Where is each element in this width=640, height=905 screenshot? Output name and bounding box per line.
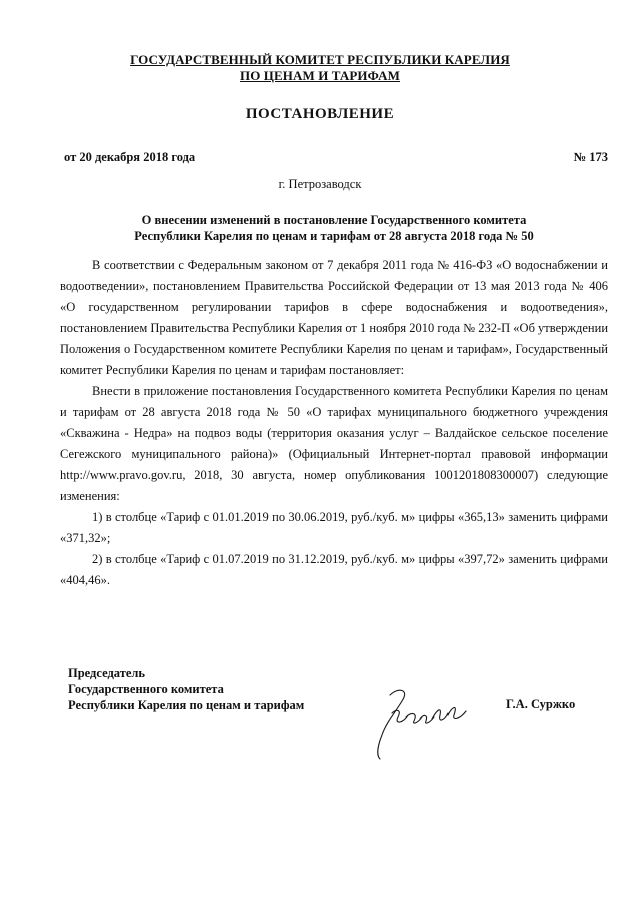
document-number: № 173 [573,150,608,164]
signatory-title-line2: Государственного комитета [68,682,224,696]
signatory-title [68,665,304,713]
document-type-title: ПОСТАНОВЛЕНИЕ [245,106,395,122]
signatory-title-line3: Республики Карелия по ценам и тарифам [68,698,305,712]
handwritten-signature [368,683,488,763]
paragraph-change-2: 2) в столбце «Тариф с 01.07.2019 по 31.12.2019, руб./куб. м» цифры «397,72» заменить цифрами «404,46». [60,552,608,587]
document-body [60,255,608,591]
organization-name-line2: ПО ЦЕНАМ И ТАРИФАМ [240,68,400,83]
organization-header [0,52,640,84]
subject-line2: Республики Карелия по ценам и тарифам от 28 августа 2018 года № 50 [134,229,534,243]
organization-name-line1: ГОСУДАРСТВЕННЫЙ КОМИТЕТ РЕСПУБЛИКИ КАРЕЛИЯ [130,52,510,67]
document-subject [60,212,608,244]
signatory-name: Г.А. Суржко [506,697,576,711]
paragraph-resolution: Внести в приложение постановления Государственного комитета Республики Карелия по ценам и тарифам от 28 августа 2018 года № 50 «О тарифах муниципального бюджетного учреждения «Скважина - Недра» на подвоз воды (территория оказания услуг – Валдайское сельское поселение Сегежского муниципального района)» (Официальный Интернет-портал правовой информации http://www.pravo.gov.ru, 2018, 30 августа, номер опубликования 1001201808300007) следующие изменения: [60,384,608,503]
signatory-title-line1: Председатель [68,666,146,680]
document-city: г. Петрозаводск [278,177,362,191]
document-date: от 20 декабря 2018 года [64,150,196,164]
paragraph-change-1: 1) в столбце «Тариф с 01.01.2019 по 30.06.2019, руб./куб. м» цифры «365,13» заменить цифрами «371,32»; [60,510,608,545]
paragraph-preamble: В соответствии с Федеральным законом от 7 декабря 2011 года № 416-ФЗ «О водоснабжении и водоотведении», постановлением Правительства Российской Федерации от 13 мая 2013 года № 406 «О государственном регулировании тарифов в сфере водоснабжения и водоотведения», постановлением Правительства Республики Карелия от 1 ноября 2010 года № 232-П «Об утверждении Положения о Государственном комитете Республики Карелия по ценам и тарифам», Государственный комитет Республики Карелия по ценам и тарифам постановляет: [60,258,609,377]
subject-line1: О внесении изменений в постановление Государственного комитета [141,213,527,227]
